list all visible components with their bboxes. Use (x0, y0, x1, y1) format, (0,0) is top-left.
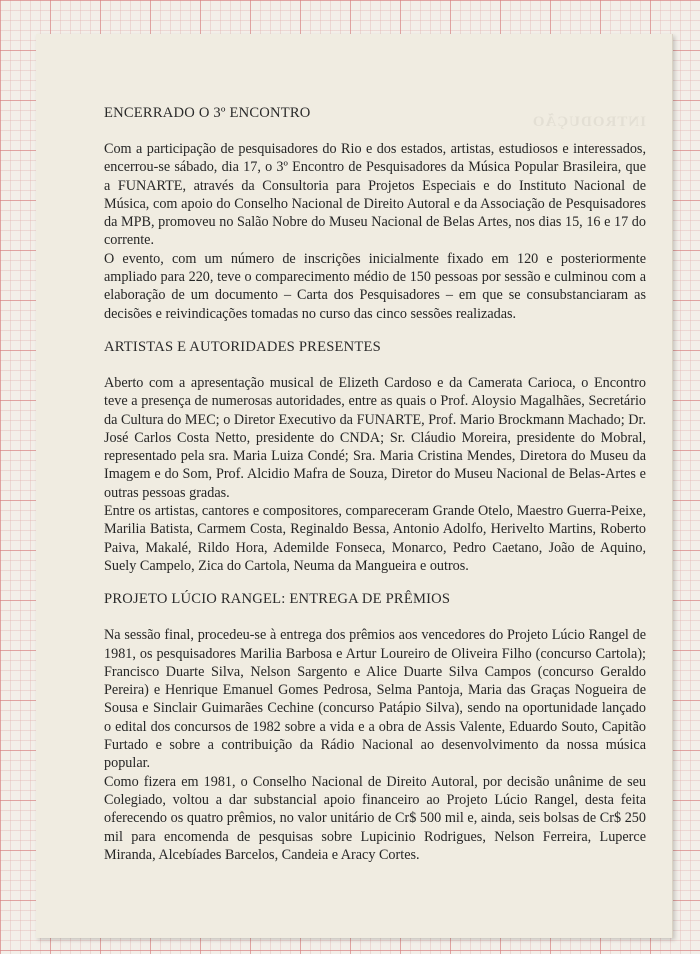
section-heading-premios: PROJETO LÚCIO RANGEL: ENTREGA DE PRÊMIOS (104, 591, 451, 608)
paragraph-premios-1: Na sessão final, procedeu-se à entrega dos prêmios aos vencedores do Projeto Lúcio Rangel de 1981, os pesquisadores Marilia Barbosa e Artur Loureiro de Oliveira Filho (concurso Cartola); Francisco Duarte Silva, Nelson Sargento e Alice Duarte Silva Campos (concurso Geraldo Pereira) e Henrique Emanuel Gomes Pedrosa, Selma Pantoja, Maria das Graças Nogueira de Sousa e Sinclair Guimarães Cechine (concurso Patápio Silva), sendo na oportunidade lançado o edital dos concursos de 1982 sobre a vida e a obra de Assis Valente, Eduardo Souto, Capitão Furtado e sobre a contribuição da Rádio Nacional ao desenvolvimento da nossa música popular. (104, 627, 646, 772)
section-heading-artistas: ARTISTAS E AUTORIDADES PRESENTES (104, 338, 381, 355)
document-page (36, 34, 673, 938)
paragraph-encontro-1: Com a participação de pesquisadores do Rio e dos estados, artistas, estudiosos e interessados, encerrou-se sábado, dia 17, o 3º Encontro de Pesquisadores da Música Popular Brasileira, que a FUNARTE, através da Consultoria para Projetos Especiais e do Instituto Nacional de Música, com apoio do Conselho Nacional de Direito Autoral e da Associação de Pesquisadores da MPB, promoveu no Salão Nobre do Museu Nacional de Belas Artes, nos dias 15, 16 e 17 do corrente. (104, 141, 646, 249)
paragraph-artistas-2: Entre os artistas, cantores e compositores, compareceram Grande Otelo, Maestro Guerra-Peixe, Marilia Batista, Carmem Costa, Reginaldo Bessa, Antonio Adolfo, Herivelto Martins, Roberto Paiva, Makalé, Rildo Hora, Ademilde Fonseca, Monarco, Pedro Caetano, João de Aquino, Suely Campelo, Zica do Cartola, Neuma da Mangueira e outros. (104, 503, 646, 574)
article-body (104, 105, 646, 864)
section-heading-encontro: ENCERRADO O 3º ENCONTRO (104, 105, 311, 121)
paragraph-premios-2: Como fizera em 1981, o Conselho Nacional de Direito Autoral, por decisão unânime de seu Colegiado, voltou a dar substancial apoio financeiro ao Projeto Lúcio Rangel, desta feita oferecendo os quatro prêmios, no valor unitário de Cr$ 500 mil e, ainda, seis bolsas de Cr$ 250 mil para encomenda de pesquisas sobre Lupicinio Rodrigues, Nelson Ferreira, Luperce Miranda, Alcebíades Barcelos, Candeia e Aracy Cortes. (104, 773, 646, 863)
paragraph-encontro-2: O evento, com um número de inscrições inicialmente fixado em 120 e posteriormente ampliado para 220, teve o comparecimento médio de 150 pessoas por sessão e culminou com a elaboração de um documento – Carta dos Pesquisadores – em que se consubstanciaram as decisões e reivindicações tomadas no curso das cinco sessões realizadas. (104, 250, 646, 322)
paragraph-artistas-1: Aberto com a apresentação musical de Elizeth Cardoso e da Camerata Carioca, o Encontro teve a presença de numerosas autoridades, entre as quais o Prof. Aloysio Magalhães, Secretário da Cultura do MEC; o Diretor Executivo da FUNARTE, Prof. Mario Brockmann Machado; Dr. José Carlos Costa Netto, presidente do CNDA; Sr. Cláudio Moreira, presidente do Mobral, representado pela sra. Maria Luiza Condé; Sra. Maria Cristina Mendes, Diretora do Museu da Imagem e do Som, Prof. Alcidio Mafra de Souza, Diretor do Museu Nacional de Belas-Artes e outras pessoas gradas. (104, 374, 646, 501)
show-through-text: INTRODUÇÃO (531, 114, 646, 130)
